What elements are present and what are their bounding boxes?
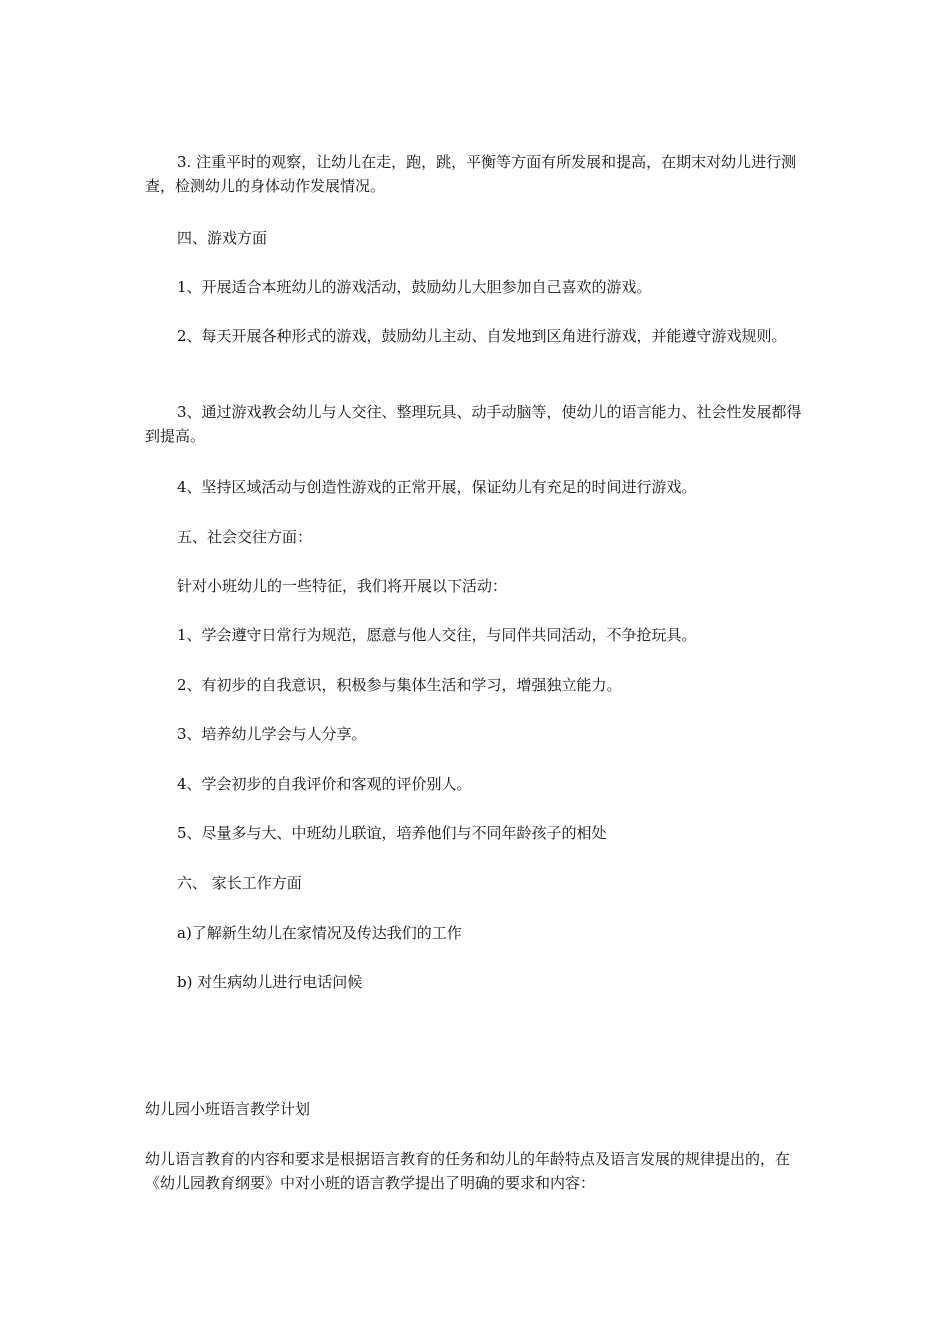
list-item-social-4: 4、学会初步的自我评价和客观的评价别人。 [177, 775, 472, 793]
list-item-games-1: 1、开展适合本班幼儿的游戏活动，鼓励幼儿大胆参加自己喜欢的游戏。 [177, 278, 652, 296]
paragraph-language-intro: 幼儿语言教育的内容和要求是根据语言教育的任务和幼儿的年龄特点及语言发展的规律提出的，在《幼儿园教育纲要》中对小班的语言教学提出了明确的要求和内容： [145, 1150, 791, 1192]
section-heading-social: 五、社会交往方面： [177, 528, 313, 546]
list-item-parents-b: b) 对生病幼儿进行电话问候 [177, 973, 363, 991]
list-item-social-5: 5、尽量多与大、中班幼儿联谊，培养他们与不同年龄孩子的相处 [177, 824, 607, 842]
list-item-games-2: 2、每天开展各种形式的游戏，鼓励幼儿主动、自发地到区角进行游戏，并能遵守游戏规则。 [177, 327, 787, 345]
document-title-language-plan: 幼儿园小班语言教学计划 [145, 1100, 311, 1118]
list-item-games-3: 3、通过游戏教会幼儿与人交往、整理玩具、动手动脑等，使幼儿的语言能力、社会性发展都得到提高。 [145, 403, 802, 445]
paragraph-observation: 3. 注重平时的观察，让幼儿在走，跑，跳，平衡等方面有所发展和提高，在期末对幼儿进行测查，检测幼儿的身体动作发展情况。 [145, 153, 797, 195]
list-item-social-2: 2、有初步的自我意识，积极参与集体生活和学习，增强独立能力。 [177, 676, 622, 694]
section-heading-games: 四、游戏方面 [177, 229, 268, 247]
section-heading-parents: 六、 家长工作方面 [177, 874, 302, 892]
list-item-games-4: 4、坚持区域活动与创造性游戏的正常开展，保证幼儿有充足的时间进行游戏。 [177, 478, 697, 496]
list-item-social-3: 3、培养幼儿学会与人分享。 [177, 725, 367, 743]
list-item-social-1: 1、学会遵守日常行为规范，愿意与他人交往，与同伴共同活动，不争抢玩具。 [177, 626, 697, 644]
list-item-parents-a: a)了解新生幼儿在家情况及传达我们的工作 [177, 924, 462, 942]
paragraph-social-intro: 针对小班幼儿的一些特征，我们将开展以下活动： [177, 577, 508, 595]
